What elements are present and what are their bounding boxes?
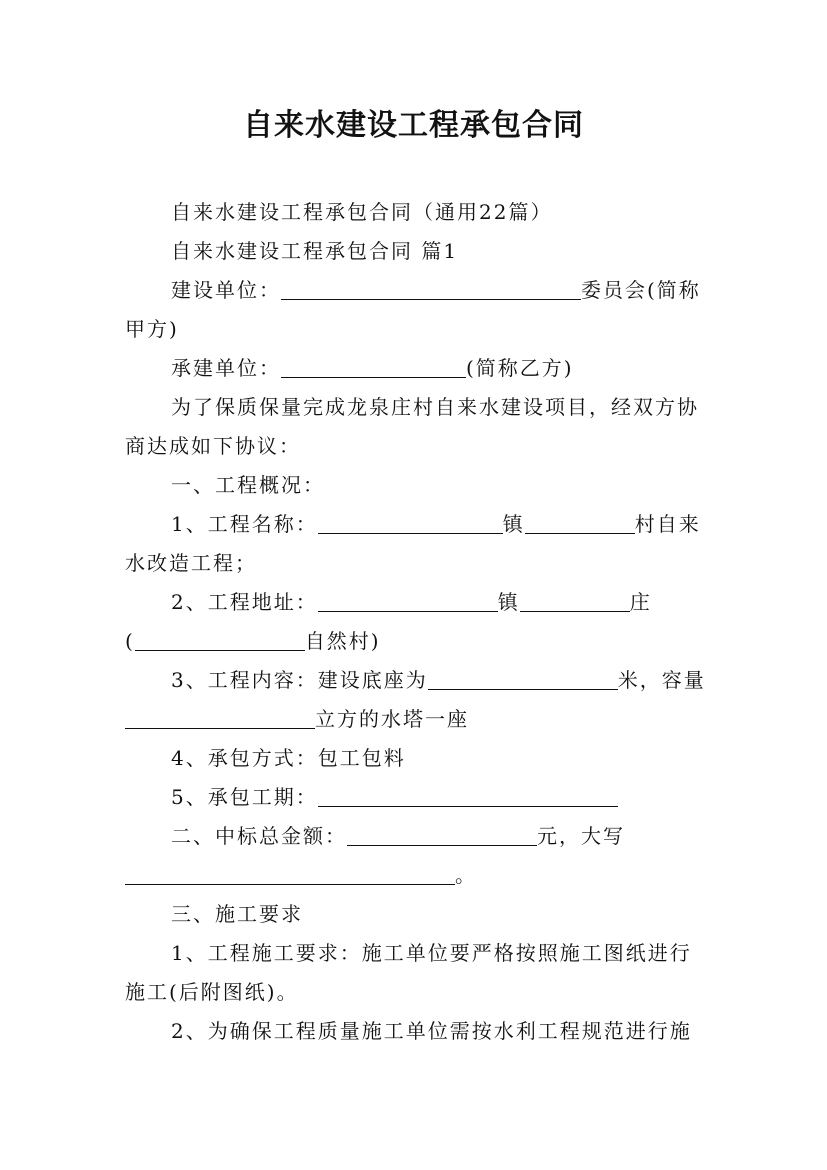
- paragraph-line: 甲方): [125, 317, 179, 341]
- paragraph-line: [125, 705, 703, 733]
- paragraph-line: 水改造工程；: [125, 551, 257, 575]
- section-heading: 自来水建设工程承包合同 篇1: [171, 239, 459, 263]
- field-suffix: 庄: [629, 590, 652, 614]
- paragraph-line: [125, 627, 703, 655]
- blank-underline: [520, 591, 630, 612]
- field-label: 3、工程内容：建设底座为: [171, 668, 428, 692]
- field-suffix: 元，大写: [537, 824, 625, 848]
- paragraph-line: [171, 666, 706, 694]
- paragraph-line: 施工(后附图纸)。: [125, 980, 299, 1004]
- contract-subtitle: 自来水建设工程承包合同（通用22篇）: [171, 200, 553, 224]
- paragraph-line: [171, 276, 703, 304]
- field-suffix: (简称乙方): [466, 356, 574, 380]
- paragraph-line: [125, 861, 703, 889]
- field-label: 承建单位：: [171, 356, 281, 380]
- paragraph-line: [171, 588, 703, 616]
- paragraph-line: 商达成如下协议：: [125, 434, 301, 458]
- blank-underline: [318, 786, 618, 807]
- blank-underline: [281, 279, 581, 300]
- field-label: 二、中标总金额：: [171, 824, 347, 848]
- document-title: 自来水建设工程承包合同: [243, 108, 584, 143]
- field-suffix: 镇: [502, 512, 525, 536]
- paragraph-line: 1、工程施工要求：施工单位要严格按照施工图纸进行: [171, 941, 692, 965]
- blank-underline: [125, 864, 455, 885]
- paragraph-line: [171, 510, 703, 538]
- blank-underline: [428, 669, 618, 690]
- paragraph-line: [171, 354, 703, 382]
- blank-underline: [525, 513, 635, 534]
- field-label: 1、工程名称：: [171, 512, 318, 536]
- section-heading: 三、施工要求: [171, 902, 303, 926]
- section-heading: 一、工程概况：: [171, 473, 325, 497]
- paragraph-line: 为了保质保量完成龙泉庄村自来水建设项目，经双方协: [171, 395, 699, 419]
- field-suffix: 村自来: [634, 512, 701, 536]
- field-suffix: 镇: [497, 590, 520, 614]
- paragraph-line: [171, 783, 703, 811]
- paragraph-line: [171, 822, 703, 850]
- blank-underline: [347, 825, 537, 846]
- field-label: 5、承包工期：: [171, 785, 318, 809]
- field-label: 建设单位：: [171, 278, 281, 302]
- blank-underline: [318, 591, 498, 612]
- blank-underline: [318, 513, 503, 534]
- field-suffix: 。: [455, 863, 477, 887]
- blank-underline: [135, 630, 305, 651]
- field-suffix: 立方的水塔一座: [315, 707, 469, 731]
- blank-underline: [125, 708, 315, 729]
- field-suffix: 委员会(简称: [581, 278, 701, 302]
- paragraph-line: 2、为确保工程质量施工单位需按水利工程规范进行施: [171, 1019, 692, 1043]
- field-suffix: 米，容量: [617, 668, 706, 692]
- blank-underline: [281, 357, 466, 378]
- field-suffix: 自然村): [304, 629, 381, 653]
- field-label: 2、工程地址：: [171, 590, 318, 614]
- paragraph-line: 4、承包方式：包工包料: [171, 746, 406, 770]
- field-prefix: (: [125, 629, 135, 653]
